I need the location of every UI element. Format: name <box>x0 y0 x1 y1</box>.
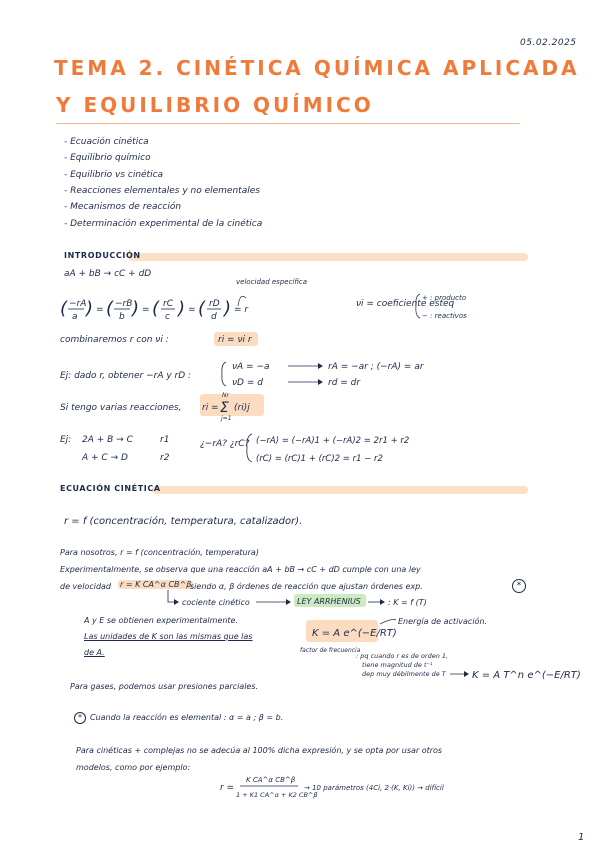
nu-definition: νi = coeficiente esteq <box>356 299 455 309</box>
reaction-text: aA + bB → cC + dD <box>64 269 152 279</box>
svg-text:= r: = r <box>234 305 249 315</box>
svg-text:(: ( <box>106 298 114 319</box>
ej2-reaction2: A + C → D <box>82 453 128 463</box>
nu-a: νA = −a <box>232 362 270 372</box>
svg-text:=: = <box>188 305 196 315</box>
sum-term: (ri)j <box>234 403 250 413</box>
svg-text:): ) <box>224 298 232 319</box>
ley-arrhenius: LEY ARRHENIUS <box>297 597 361 606</box>
nu-d: νD = d <box>232 378 263 388</box>
nu-plus: + : producto <box>422 294 467 302</box>
sum-upper: Nr <box>222 392 229 399</box>
rate-equality <box>60 298 249 322</box>
date: 05.02.2025 <box>520 38 577 48</box>
toc-item: - Equilibrio químico <box>64 153 151 163</box>
arrhenius-block <box>300 610 581 690</box>
ej2-answer1: (−rA) = (−rA)1 + (−rA)2 = 2r1 + r2 <box>256 436 410 446</box>
svg-text:): ) <box>132 298 140 319</box>
a-y-e-note: A y E se obtienen experimentalmente. <box>84 616 238 625</box>
combine-text: combinaremos r con νi : <box>60 335 169 345</box>
section-heading-ecuacion: ECUACIÓN CINÉTICA <box>60 484 161 493</box>
ej2-rate1: r1 <box>160 435 170 445</box>
example-text: Ej: dado r, obtener −rA y rD : <box>60 371 192 381</box>
ej2-label: Ej: <box>60 435 72 445</box>
complex-line1: Para cinéticas + complejas no se adecúa al 100% dicha expresión, y se opta por usar otros <box>76 746 443 755</box>
star-mark: * <box>512 579 526 593</box>
title-divider <box>56 123 520 124</box>
page-number: 1 <box>578 832 585 843</box>
svg-text:−rB: −rB <box>115 299 133 309</box>
rd-result: rd = dr <box>328 378 361 388</box>
nu-minus: − : reactivos <box>422 312 467 320</box>
experimental-line1: Experimentalmente, se observa que una reacción aA + bB → cC + dD cumple con una ley <box>60 565 421 574</box>
toc-item: - Mecanismos de reacción <box>64 202 182 212</box>
cociente-arrow-row <box>140 590 440 612</box>
experimental-line2b: siendo α, β órdenes de reacción que ajustan órdenes exp. <box>190 582 423 591</box>
svg-text:c: c <box>165 312 170 322</box>
units-note-line2: de A. <box>84 648 105 657</box>
star-mark-ref: * <box>74 712 86 724</box>
intro-equations <box>60 262 540 472</box>
svg-text:d: d <box>211 312 217 322</box>
combine-equation: ri = νi r <box>218 335 252 345</box>
para-nosotros: Para nosotros, r = f (concentración, temperatura) <box>60 548 259 557</box>
svg-text:Σ: Σ <box>220 400 229 416</box>
toc-item: - Determinación experimental de la cinética <box>64 219 263 229</box>
energia-activacion: Energía de activación. <box>398 617 488 626</box>
toc-item: - Ecuación cinética <box>64 137 149 147</box>
ej2-reaction1: 2A + B → C <box>82 435 133 445</box>
ej2-answer2: (rC) = (rC)1 + (rC)2 = r1 − r2 <box>256 454 383 464</box>
units-note-line1: Las unidades de K son las mismas que las <box>84 632 253 641</box>
section-highlight-bar <box>152 486 528 494</box>
velocidad-note: velocidad específica <box>236 278 308 286</box>
svg-text:(: ( <box>152 298 160 319</box>
svg-text:=: = <box>96 305 104 315</box>
ra-result: rA = −ar ; (−rA) = ar <box>328 362 424 372</box>
factor-note3: dep muy débilmente de T <box>362 670 446 678</box>
page-title-line2: Y EQUILIBRIO QUÍMICO <box>56 93 374 117</box>
svg-text:rC: rC <box>163 299 173 309</box>
complex-note: → 10 parámetros (4Ci, 2·(K, Ki)) → difícil <box>304 784 444 792</box>
k-full-equation: K = A T^n e^(−E/RT) <box>472 670 581 681</box>
gases-note: Para gases, podemos usar presiones parciales. <box>70 682 259 691</box>
elemental-note: Cuando la reacción es elemental : α = a ; β = b. <box>90 713 284 722</box>
svg-text:rD: rD <box>209 299 220 309</box>
factor-note1: : pq cuando r es de orden 1, <box>356 652 449 660</box>
complex-model-formula <box>220 772 520 806</box>
svg-text:=: = <box>142 305 150 315</box>
rate-law-formula: r = K CA^α CB^β <box>120 580 192 589</box>
svg-text:a: a <box>72 312 78 322</box>
svg-text:b: b <box>119 312 125 322</box>
toc-item: - Equilibrio vs cinética <box>64 170 164 180</box>
complex-line2: modelos, como por ejemplo: <box>76 763 191 772</box>
svg-text:−rA: −rA <box>69 299 87 309</box>
svg-text:(: ( <box>198 298 206 319</box>
section-heading-introduccion: INTRODUCCIÓN <box>64 251 141 260</box>
svg-text:): ) <box>178 298 186 319</box>
complex-r: r = <box>220 783 235 793</box>
sum-lower: j=1 <box>221 415 232 422</box>
rate-function: r = f (concentración, temperatura, catalizador). <box>64 516 303 527</box>
ej2-rate2: r2 <box>160 453 170 463</box>
complex-denominator: 1 + K1 CA^α + K2 CB^β <box>236 791 318 799</box>
arrhenius-equation: K = A e^(−E/RT) <box>312 628 397 639</box>
svg-text:(: ( <box>60 298 68 319</box>
factor-label: factor de frecuencia <box>300 647 361 654</box>
experimental-line2a: de velocidad <box>60 582 111 591</box>
svg-text:): ) <box>86 298 94 319</box>
sum-ri: ri = <box>202 403 219 413</box>
multi-reaction-text: Si tengo varias reacciones, <box>60 403 182 413</box>
cociente-label: cociente cinético <box>182 598 250 607</box>
complex-numerator: K CA^α CB^β <box>246 776 296 784</box>
k-of-t: : K = f (T) <box>388 598 427 607</box>
page-title-line1: TEMA 2. CINÉTICA QUÍMICA APLICADA <box>54 56 580 80</box>
toc-item: - Reacciones elementales y no elementales <box>64 186 260 196</box>
factor-note2: tiene magnitud de t⁻¹ <box>362 661 433 669</box>
ej2-question: ¿−rA? ¿rC? <box>200 439 250 449</box>
section-highlight-bar <box>128 253 528 261</box>
